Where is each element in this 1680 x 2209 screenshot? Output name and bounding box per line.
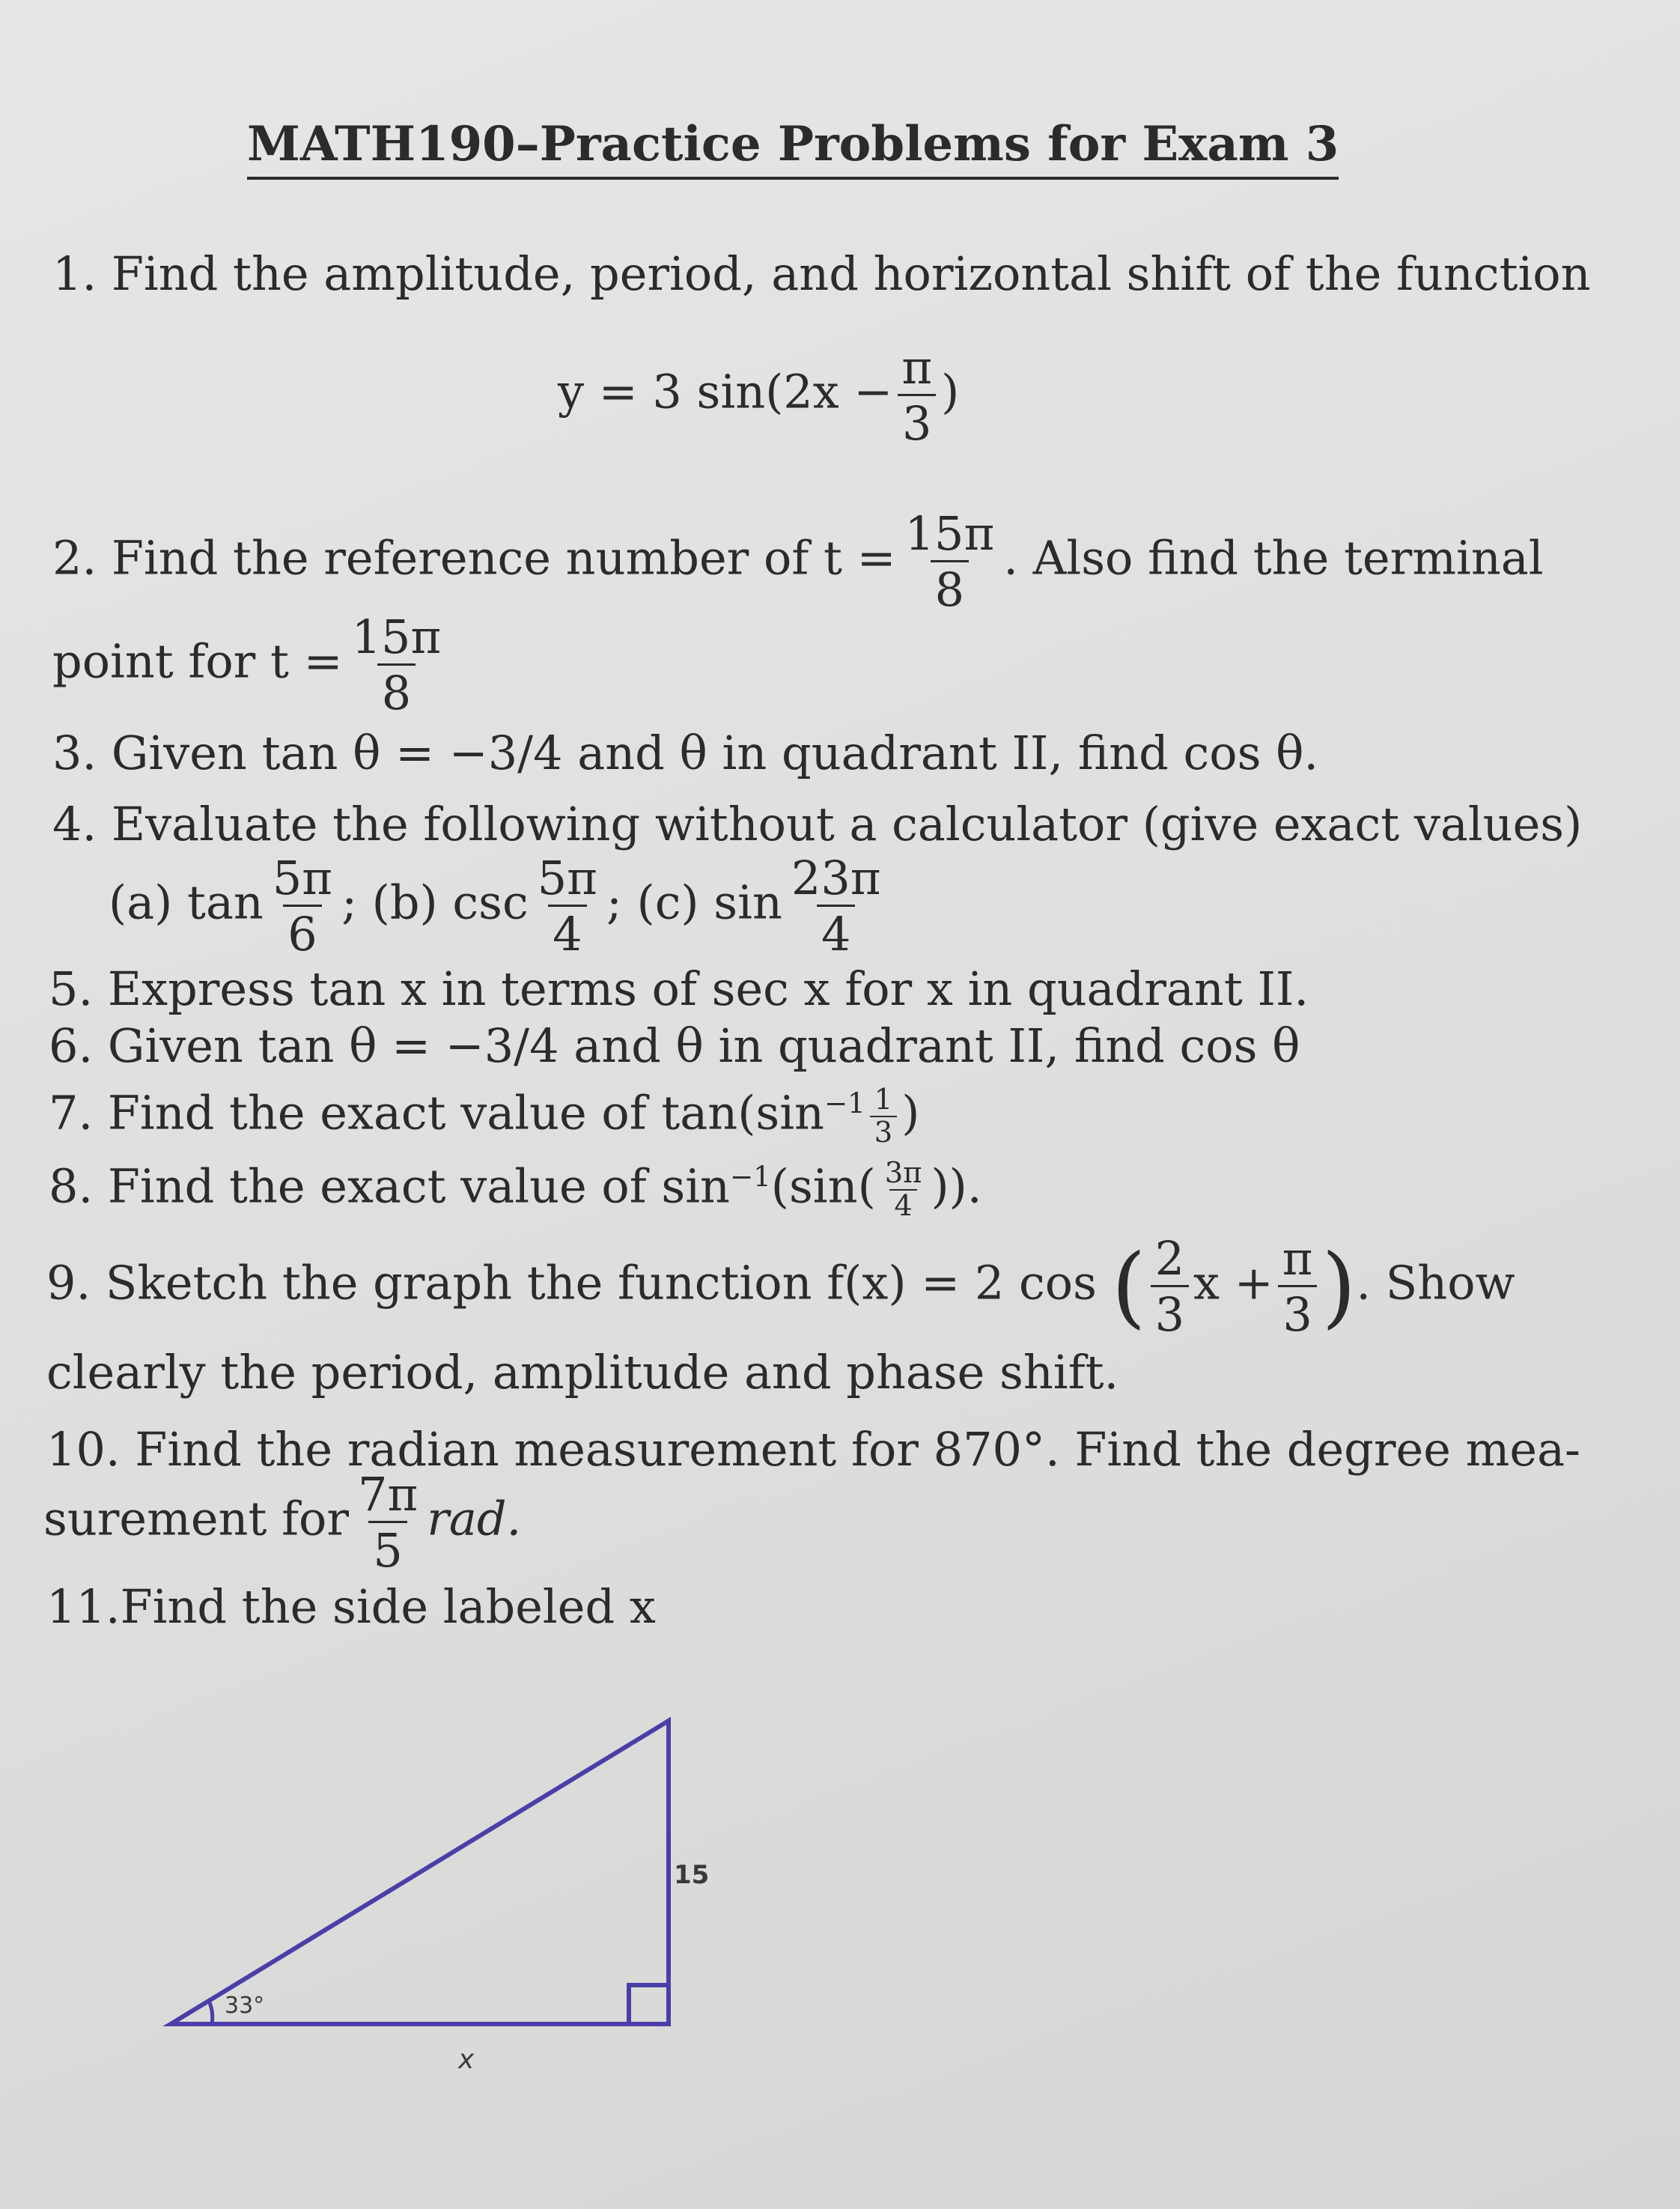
problem-4b-num: 5π (537, 851, 597, 905)
angle-label: 33° (225, 1993, 265, 2019)
problem-9-f2-num: π (1282, 1231, 1313, 1286)
base-label-x: x (458, 2044, 475, 2075)
problem-8-close: )). (931, 1158, 982, 1214)
problem-7-num: 1 (874, 1083, 893, 1116)
problem-9-mid: x + (1193, 1255, 1273, 1310)
problem-9-f2-den: 3 (1278, 1285, 1316, 1338)
problem-8-text: 8. Find the exact value of sin (49, 1158, 730, 1214)
problem-9-after: . Show (1356, 1255, 1515, 1310)
problem-9-close-paren: ) (1321, 1235, 1357, 1338)
problem-9-f1-num: 2 (1154, 1231, 1185, 1286)
problem-2-text-after: . Also find the terminal (1003, 530, 1544, 586)
problem-4-text: 4. Evaluate the following without a calculator (give exact values) (52, 797, 1583, 851)
problem-4c-den: 4 (817, 905, 855, 958)
problem-2-frac-num: 15π (904, 506, 995, 561)
problem-4a-den: 6 (283, 905, 321, 958)
problem-10-line2-text: surement for (43, 1491, 350, 1546)
problem-8-mid: (sin( (770, 1158, 876, 1214)
problem-1-text: 1. Find the amplitude, period, and horizontal shift of the function (52, 246, 1591, 301)
problem-2-frac-den: 8 (931, 560, 969, 613)
problem-10-text: 10. Find the radian measurement for 870°. Find the degree mea- (46, 1422, 1580, 1477)
problem-4b-label: ; (b) csc (341, 875, 529, 930)
problem-10-num: 7π (358, 1467, 419, 1522)
problem-4c-num: 23π (791, 851, 881, 905)
problem-3-text: 3. Given tan θ = −3/4 and θ in quadrant II, find cos θ. (52, 726, 1319, 780)
right-angle-marker (629, 1985, 669, 2024)
problem-1-eq-num: π (901, 340, 933, 395)
problem-9-open-paren: ( (1111, 1235, 1146, 1338)
problem-7-sup: −1 (824, 1086, 865, 1119)
problem-2-frac2-num: 15π (351, 610, 442, 664)
problem-1-eq-close: ) (941, 364, 960, 419)
problem-2-line2-text: point for t = (52, 633, 343, 689)
problem-9-text: 9. Sketch the graph the function f(x) = 2 cos (46, 1255, 1097, 1310)
problem-10-den: 5 (368, 1521, 407, 1574)
problem-9-f1-den: 3 (1151, 1285, 1189, 1338)
problem-4a-label: (a) tan (109, 875, 264, 930)
side-label-15: 15 (674, 1860, 710, 1890)
problem-7-den: 3 (870, 1116, 897, 1147)
problem-10-unit: rad. (427, 1491, 522, 1546)
problem-9-line-2: clearly the period, amplitude and phase shift. (46, 1345, 1119, 1400)
problem-6-text: 6. Given tan θ = −3/4 and θ in quadrant II, find cos θ (49, 1018, 1300, 1073)
problem-4c-label: ; (c) sin (606, 875, 782, 930)
problem-7-close: ) (901, 1085, 920, 1140)
problem-4a-num: 5π (272, 851, 333, 905)
problem-1-eq-den: 3 (898, 394, 936, 447)
problem-8-num: 3π (884, 1156, 922, 1190)
page-title: MATH190–Practice Problems for Exam 3 (247, 116, 1339, 180)
triangle-outline (171, 1721, 669, 2024)
problem-1-eq-lhs: y = 3 sin(2x − (558, 364, 893, 419)
problem-4b-den: 4 (548, 905, 586, 958)
problem-8-sup: −1 (729, 1159, 771, 1193)
angle-arc (209, 2001, 213, 2024)
problem-7-text: 7. Find the exact value of tan(sin (49, 1085, 824, 1140)
problem-5-text: 5. Express tan x in terms of sec x for x in quadrant II. (49, 961, 1309, 1016)
problem-2-frac2-den: 8 (377, 663, 416, 717)
problem-8-den: 4 (889, 1189, 916, 1221)
problem-2-text: 2. Find the reference number of t = (52, 530, 896, 586)
problem-11-text: 11.Find the side labeled x (46, 1579, 656, 1634)
